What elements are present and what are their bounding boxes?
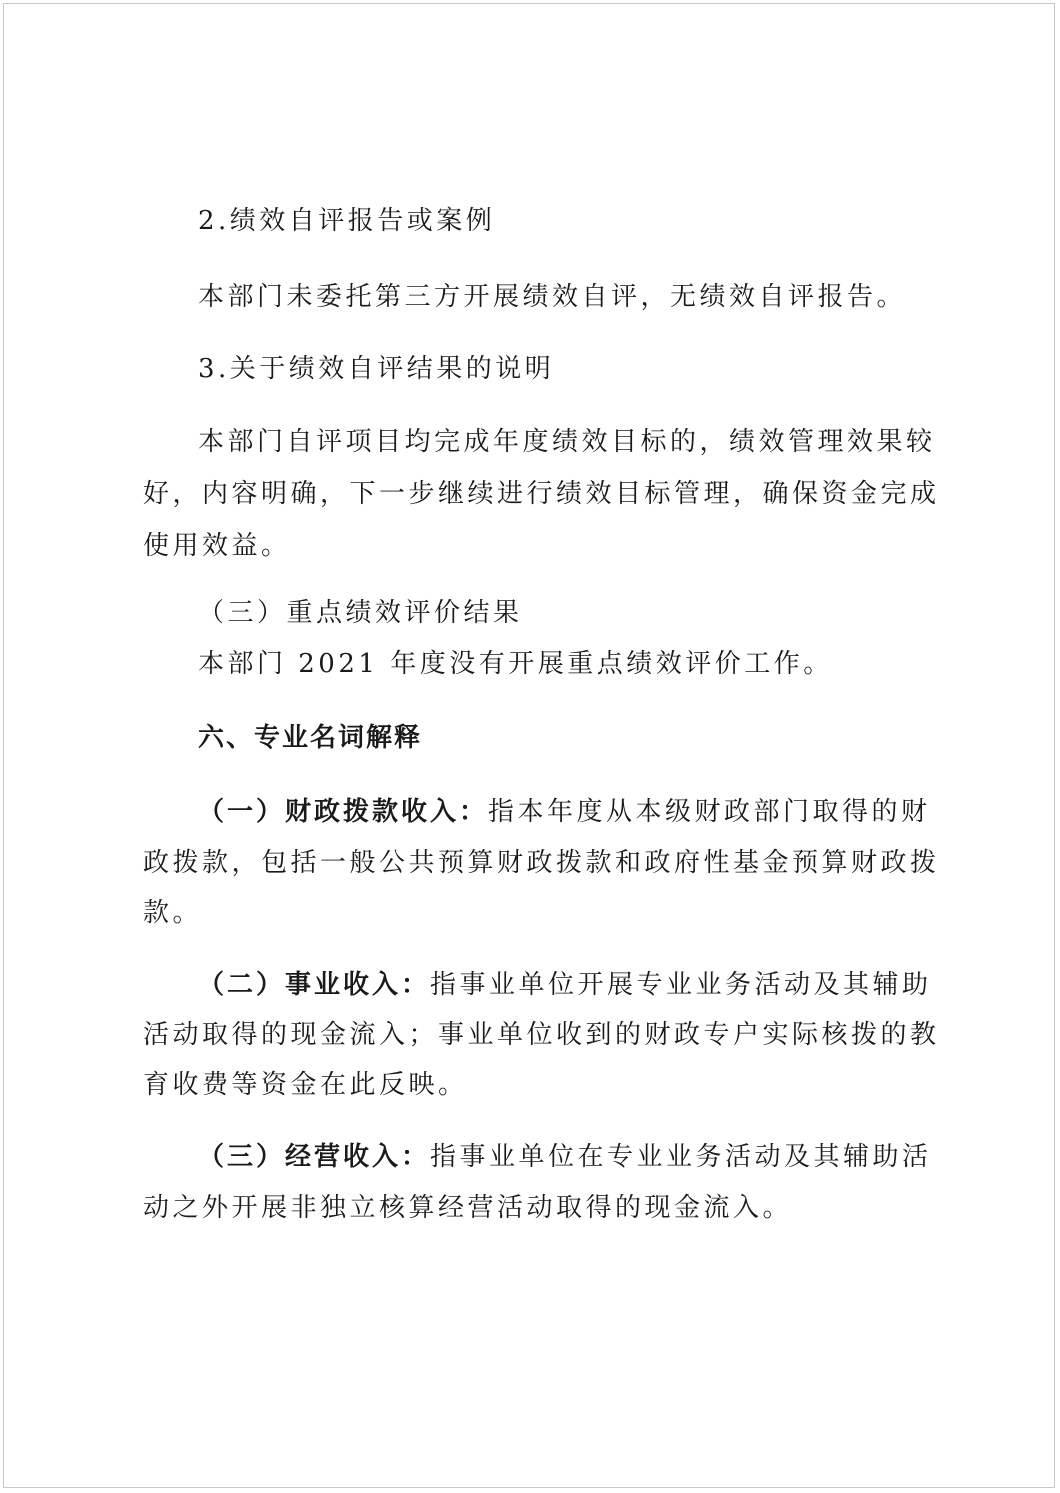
chapter-6-title: 六、专业名词解释: [198, 723, 423, 753]
term-2-label: （二）事业收入：: [198, 970, 431, 1000]
section-3-body-line-2: 好，内容明确，下一步继续进行绩效目标管理，确保资金完成: [143, 479, 940, 509]
term-1-line-1: [198, 795, 931, 829]
document-page: [3, 3, 1055, 1488]
term-1-label: （一）财政拨款收入：: [198, 797, 489, 827]
term-1-line-2: 政拨款，包括一般公共预算财政拨款和政府性基金预算财政拨: [143, 848, 940, 878]
term-3-label: （三）经营收入：: [198, 1142, 431, 1172]
term-3-definition: 指事业单位在专业业务活动及其辅助活: [430, 1142, 932, 1172]
key-evaluation-body: 本部门 2021 年度没有开展重点绩效评价工作。: [198, 649, 833, 679]
term-2-line-1: [198, 968, 932, 1002]
section-2-body: 本部门未委托第三方开展绩效自评，无绩效自评报告。: [198, 282, 907, 312]
term-2-line-3: 育收费等资金在此反映。: [143, 1070, 468, 1100]
section-2-title: 2.绩效自评报告或案例: [198, 206, 496, 236]
term-2-line-2: 活动取得的现金流入；事业单位收到的财政专户实际核拨的教: [143, 1020, 940, 1050]
term-3-line-2: 动之外开展非独立核算经营活动取得的现金流入。: [143, 1193, 793, 1223]
key-evaluation-title: （三）重点绩效评价结果: [198, 598, 523, 628]
term-1-line-3: 款。: [143, 898, 203, 928]
term-2-definition: 指事业单位开展专业业务活动及其辅助: [430, 970, 932, 1000]
section-3-body-line-1: 本部门自评项目均完成年度绩效目标的，绩效管理效果较: [198, 427, 936, 457]
section-3-body-line-3: 使用效益。: [143, 531, 291, 561]
term-3-line-1: [198, 1140, 932, 1174]
term-1-definition: 指本年度从本级财政部门取得的财: [488, 797, 931, 827]
section-3-title: 3.关于绩效自评结果的说明: [198, 354, 555, 384]
